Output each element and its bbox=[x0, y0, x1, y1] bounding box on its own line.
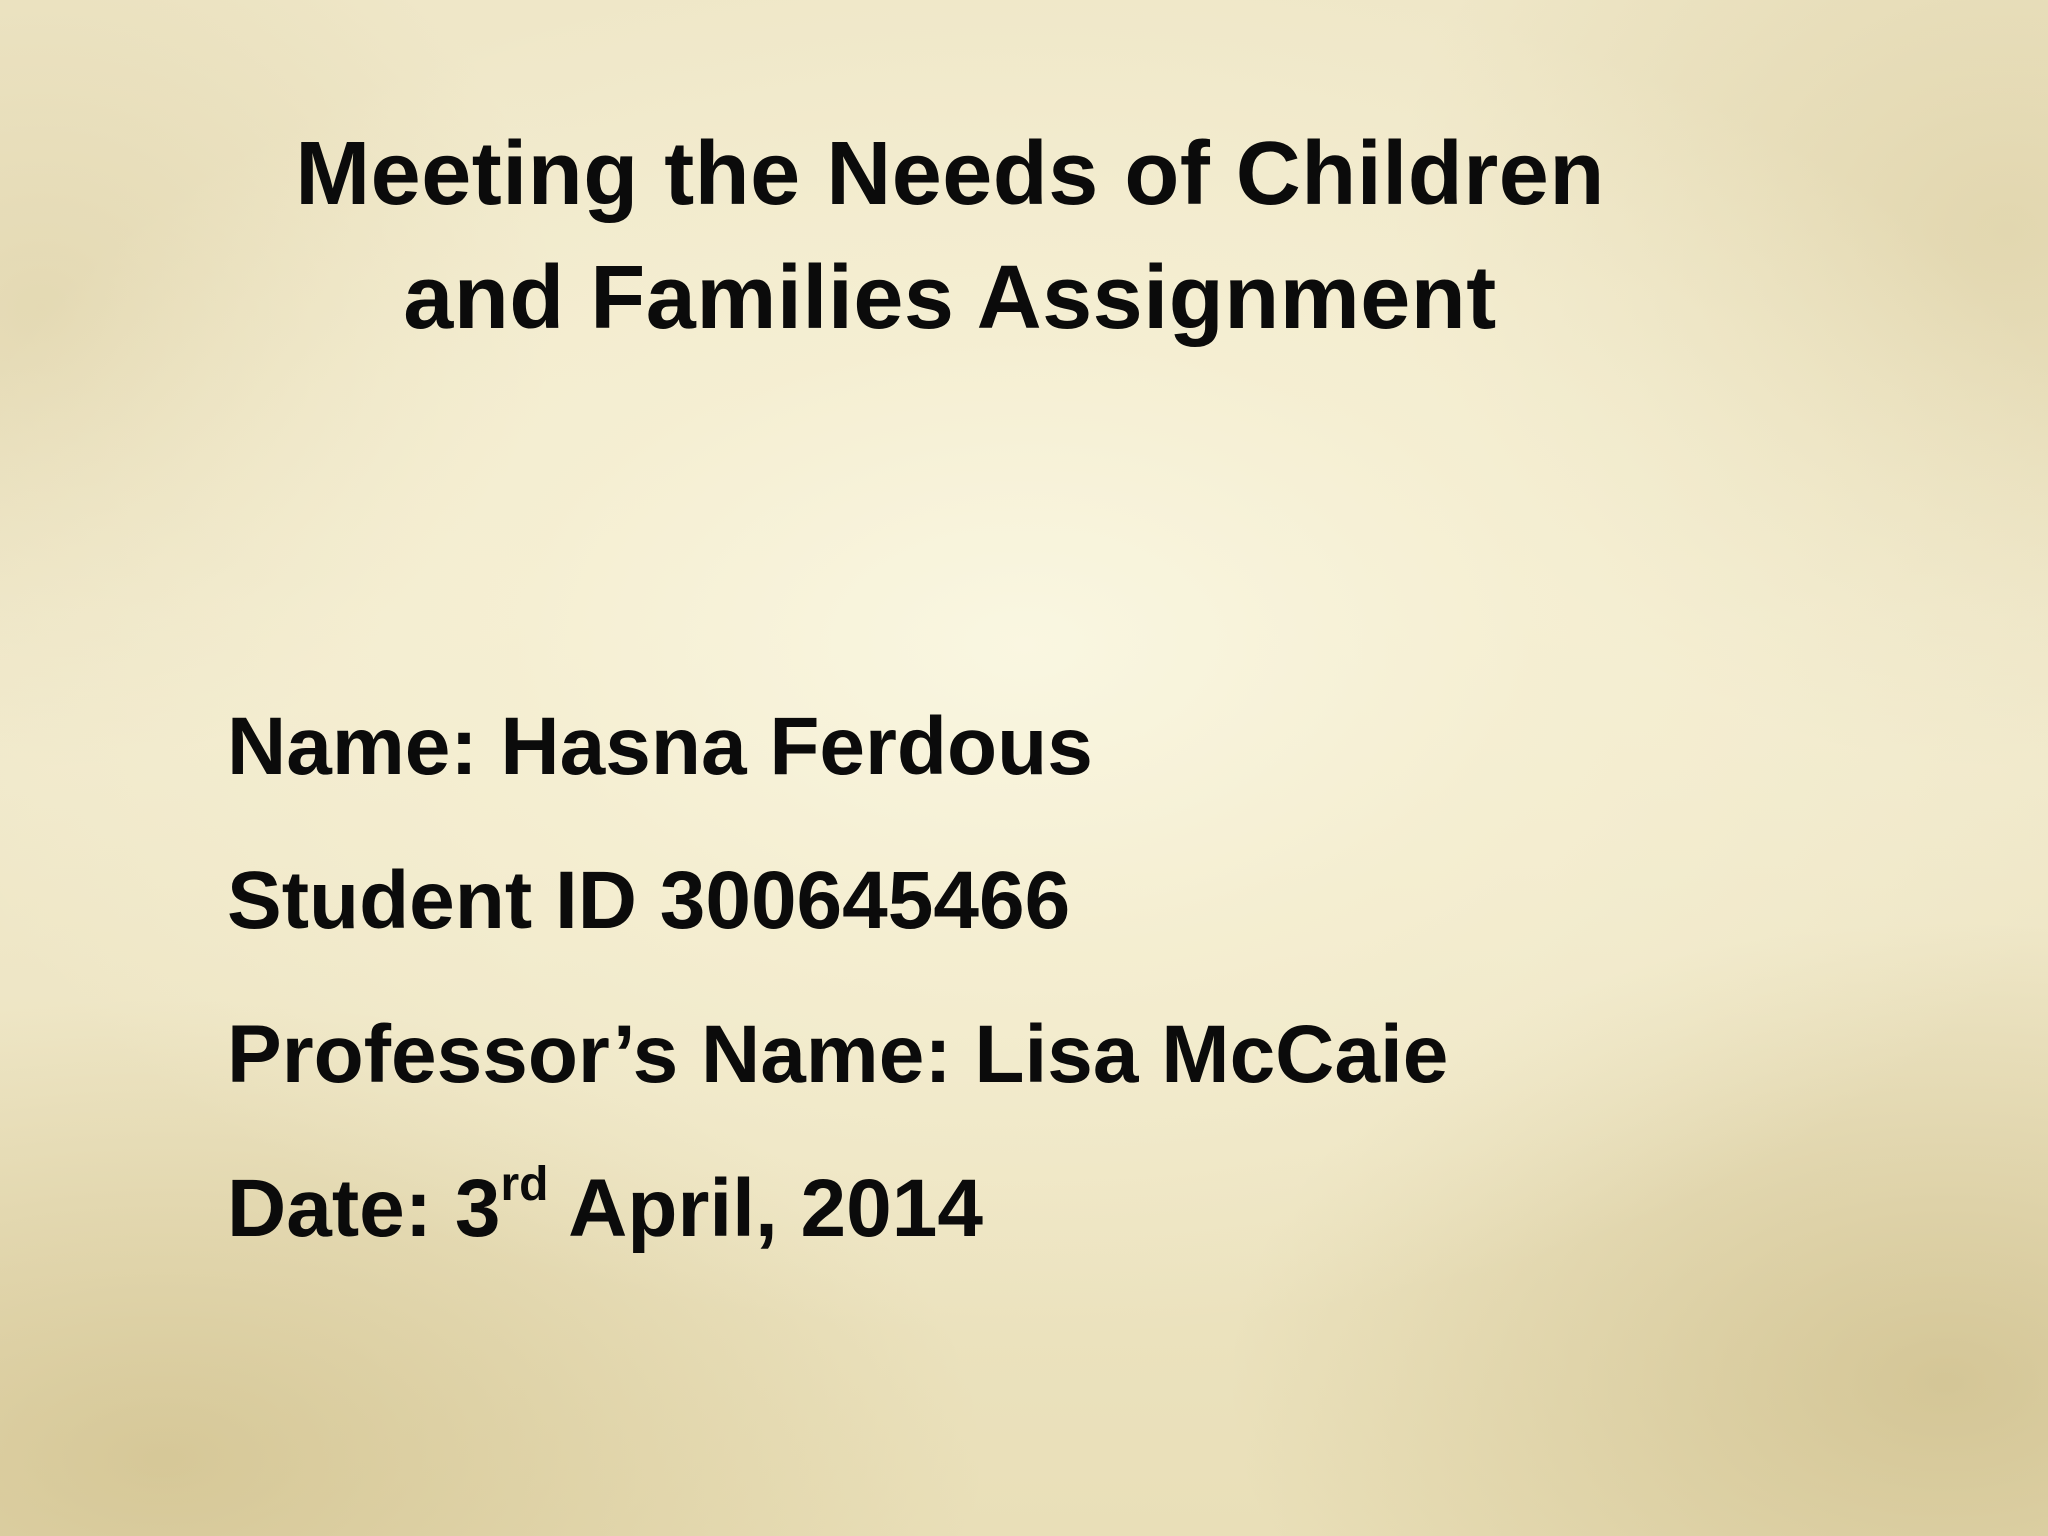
title-line-2: and Families Assignment bbox=[403, 248, 1497, 348]
professor-name: Professor’s Name: Lisa McCaie bbox=[227, 1009, 1449, 1100]
slide-title bbox=[140, 112, 1760, 360]
submission-date bbox=[227, 1157, 1927, 1256]
date-suffix: April, 2014 bbox=[548, 1163, 983, 1254]
title-line-1: Meeting the Needs of Children bbox=[295, 124, 1605, 224]
date-prefix: Date: 3 bbox=[227, 1163, 501, 1254]
date-ordinal-suffix: rd bbox=[500, 1157, 549, 1211]
student-name: Name: Hasna Ferdous bbox=[227, 701, 1093, 792]
author-info-block bbox=[227, 700, 1927, 1316]
student-id: Student ID 300645466 bbox=[227, 855, 1071, 946]
